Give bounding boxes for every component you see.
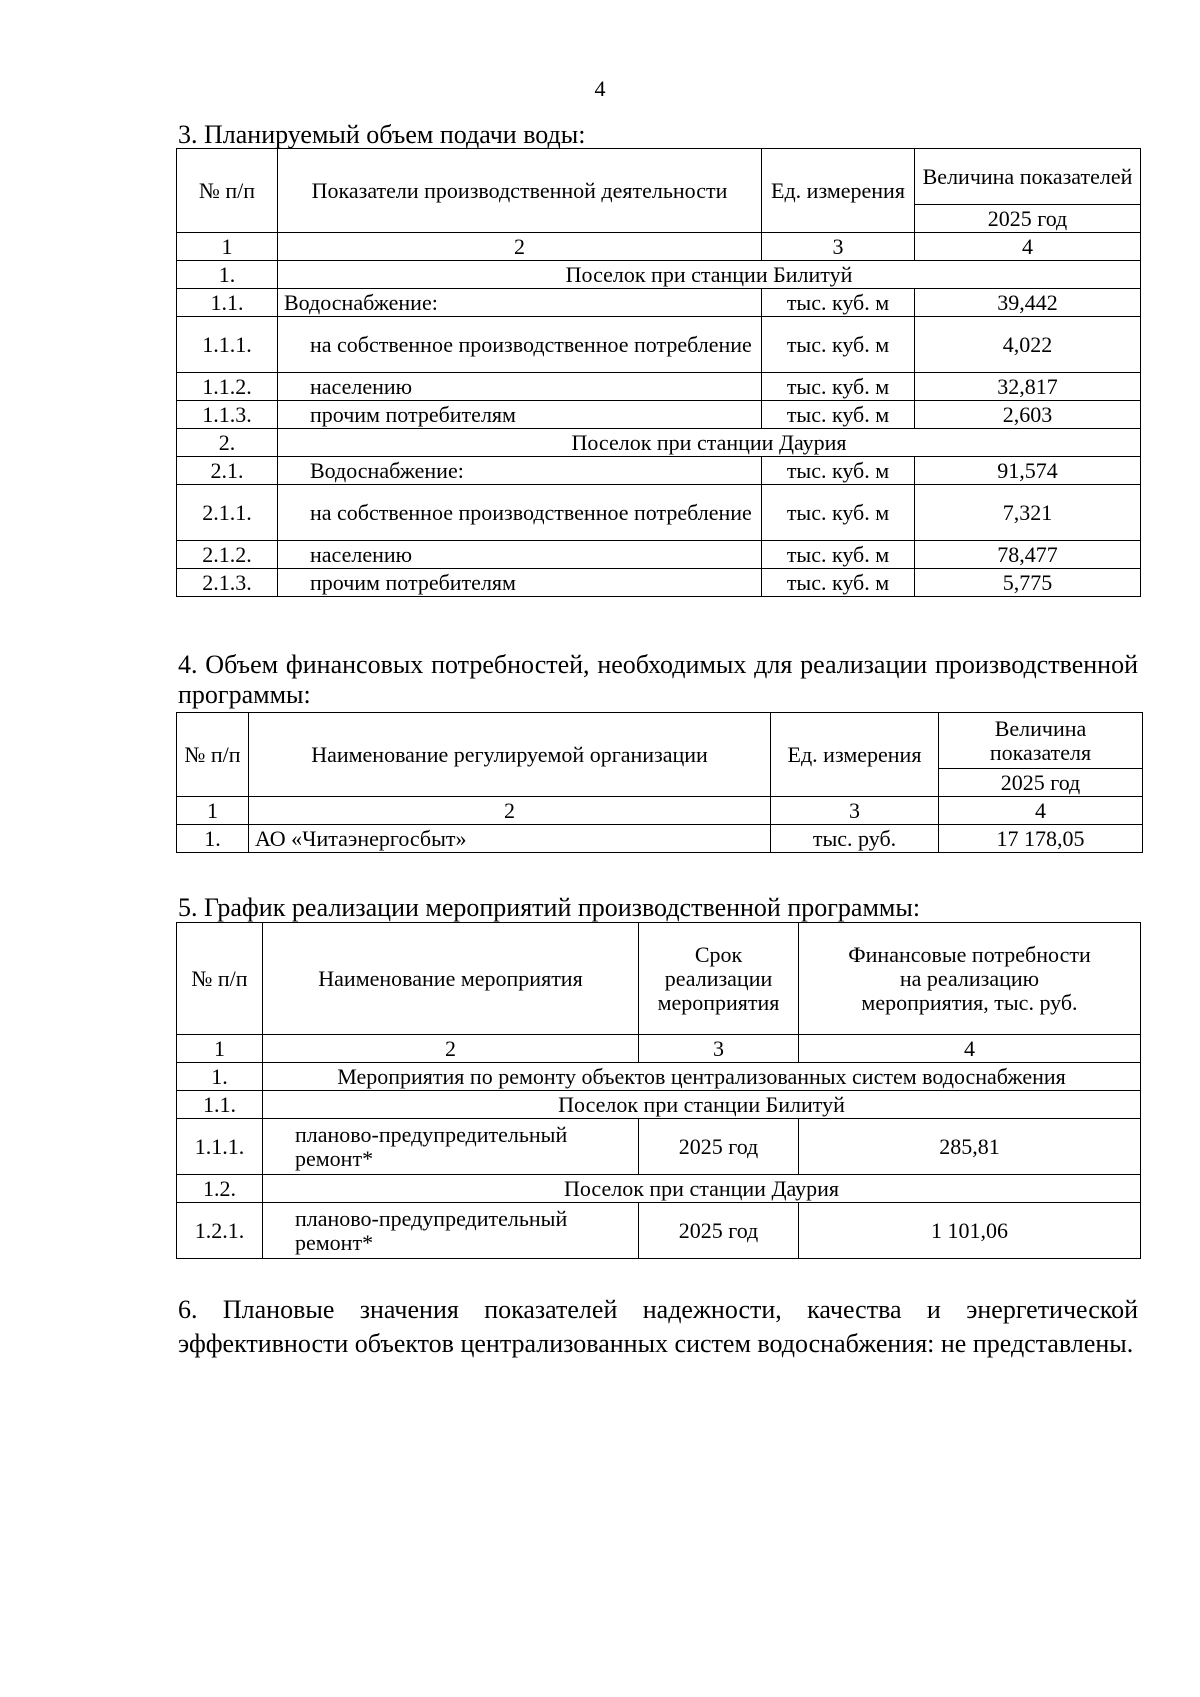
col-number: 4 (939, 797, 1143, 825)
row-num: 1.2. (177, 1175, 263, 1203)
header-year: 2025 год (939, 769, 1143, 797)
header-unit: Ед. измерения (771, 713, 939, 797)
table-row (177, 457, 1141, 485)
table-row (177, 1063, 1141, 1091)
header-value: Величина показателей (915, 149, 1141, 205)
section-6-paragraph: 6. Плановые значения показателей надежности, качества и энергетической эффективности объектов централизованных систем водоснабжения: не представлены. (178, 1295, 1138, 1358)
row-name: населению (278, 373, 762, 401)
header-value: Величина показателя (939, 713, 1143, 769)
section-5-title: 5. График реализации мероприятий производственной программы: (178, 893, 921, 922)
row-unit: тыс. куб. м (762, 317, 915, 373)
row-value: 1 101,06 (799, 1203, 1141, 1259)
row-value: 32,817 (915, 373, 1141, 401)
row-name: населению (278, 541, 762, 569)
row-name: прочим потребителям (278, 569, 762, 597)
col-number: 2 (263, 1035, 639, 1063)
row-num: 1. (177, 1063, 263, 1091)
row-num: 2.1. (177, 457, 278, 485)
header-num: № п/п (177, 923, 263, 1035)
row-num: 1.1.3. (177, 401, 278, 429)
row-num: 2. (177, 429, 278, 457)
row-name: прочим потребителям (278, 401, 762, 429)
row-org: АО «Читаэнергосбыт» (249, 825, 771, 853)
table-row (177, 1091, 1141, 1119)
row-num: 2.1.3. (177, 569, 278, 597)
group-title: Мероприятия по ремонту объектов централизованных систем водоснабжения (263, 1063, 1141, 1091)
table-row (177, 1203, 1141, 1259)
header-name: Наименование мероприятия (263, 923, 639, 1035)
row-num: 1.2.1. (177, 1203, 263, 1259)
col-number: 3 (771, 797, 939, 825)
row-unit: тыс. руб. (771, 825, 939, 853)
row-unit: тыс. куб. м (762, 541, 915, 569)
row-name: планово-предупредительный ремонт* (263, 1203, 639, 1259)
group-title: Поселок при станции Даурия (263, 1175, 1141, 1203)
row-unit: тыс. куб. м (762, 457, 915, 485)
row-value: 285,81 (799, 1119, 1141, 1175)
row-value: 2,603 (915, 401, 1141, 429)
section-4-title: 4. Объем финансовых потребностей, необходимых для реализации производственной программы: (178, 650, 1138, 709)
col-number: 3 (639, 1035, 799, 1063)
water-supply-table (176, 148, 1141, 597)
row-num: 1. (177, 261, 278, 289)
table-row (177, 1119, 1141, 1175)
col-number: 4 (799, 1035, 1141, 1063)
row-name: на собственное производственное потребление (278, 485, 762, 541)
row-term: 2025 год (639, 1119, 799, 1175)
header-num: № п/п (177, 713, 249, 797)
finance-needs-table (176, 712, 1143, 853)
row-name: на собственное производственное потребление (278, 317, 762, 373)
header-year: 2025 год (915, 205, 1141, 233)
row-value: 17 178,05 (939, 825, 1143, 853)
row-num: 1.1.2. (177, 373, 278, 401)
section-3-title: 3. Планируемый объем подачи воды: (178, 120, 586, 149)
header-num: № п/п (177, 149, 278, 233)
col-number: 2 (278, 233, 762, 261)
table-row (177, 485, 1141, 541)
row-num: 2.1.2. (177, 541, 278, 569)
row-num: 1. (177, 825, 249, 853)
table-row (177, 289, 1141, 317)
header-unit: Ед. измерения (762, 149, 915, 233)
row-name: Водоснабжение: (278, 457, 762, 485)
row-value: 7,321 (915, 485, 1141, 541)
col-number: 1 (177, 797, 249, 825)
page-number: 4 (594, 76, 606, 101)
row-unit: тыс. куб. м (762, 289, 915, 317)
row-unit: тыс. куб. м (762, 485, 915, 541)
col-number: 2 (249, 797, 771, 825)
col-number: 4 (915, 233, 1141, 261)
row-term: 2025 год (639, 1203, 799, 1259)
row-num: 1.1. (177, 1091, 263, 1119)
table-row (177, 1175, 1141, 1203)
group-title: Поселок при станции Билитуй (278, 261, 1141, 289)
row-num: 1.1.1. (177, 1119, 263, 1175)
row-num: 2.1.1. (177, 485, 278, 541)
header-finance: Финансовые потребности на реализацию мероприятия, тыс. руб. (799, 923, 1141, 1035)
row-value: 5,775 (915, 569, 1141, 597)
col-number: 1 (177, 233, 278, 261)
header-indicator: Показатели производственной деятельности (278, 149, 762, 233)
row-num: 1.1.1. (177, 317, 278, 373)
table-row (177, 317, 1141, 373)
row-value: 39,442 (915, 289, 1141, 317)
table-row (177, 373, 1141, 401)
row-value: 91,574 (915, 457, 1141, 485)
col-number: 1 (177, 1035, 263, 1063)
row-value: 4,022 (915, 317, 1141, 373)
table-row (177, 569, 1141, 597)
group-title: Поселок при станции Даурия (278, 429, 1141, 457)
table-row (177, 401, 1141, 429)
table-row (177, 825, 1143, 853)
group-title: Поселок при станции Билитуй (263, 1091, 1141, 1119)
table-row (177, 429, 1141, 457)
schedule-table (176, 922, 1141, 1259)
row-name: планово-предупредительный ремонт* (263, 1119, 639, 1175)
row-num: 1.1. (177, 289, 278, 317)
header-org: Наименование регулируемой организации (249, 713, 771, 797)
table-row (177, 261, 1141, 289)
row-unit: тыс. куб. м (762, 373, 915, 401)
row-name: Водоснабжение: (278, 289, 762, 317)
row-value: 78,477 (915, 541, 1141, 569)
row-unit: тыс. куб. м (762, 569, 915, 597)
table-row (177, 541, 1141, 569)
row-unit: тыс. куб. м (762, 401, 915, 429)
col-number: 3 (762, 233, 915, 261)
header-term: Срок реализации мероприятия (639, 923, 799, 1035)
